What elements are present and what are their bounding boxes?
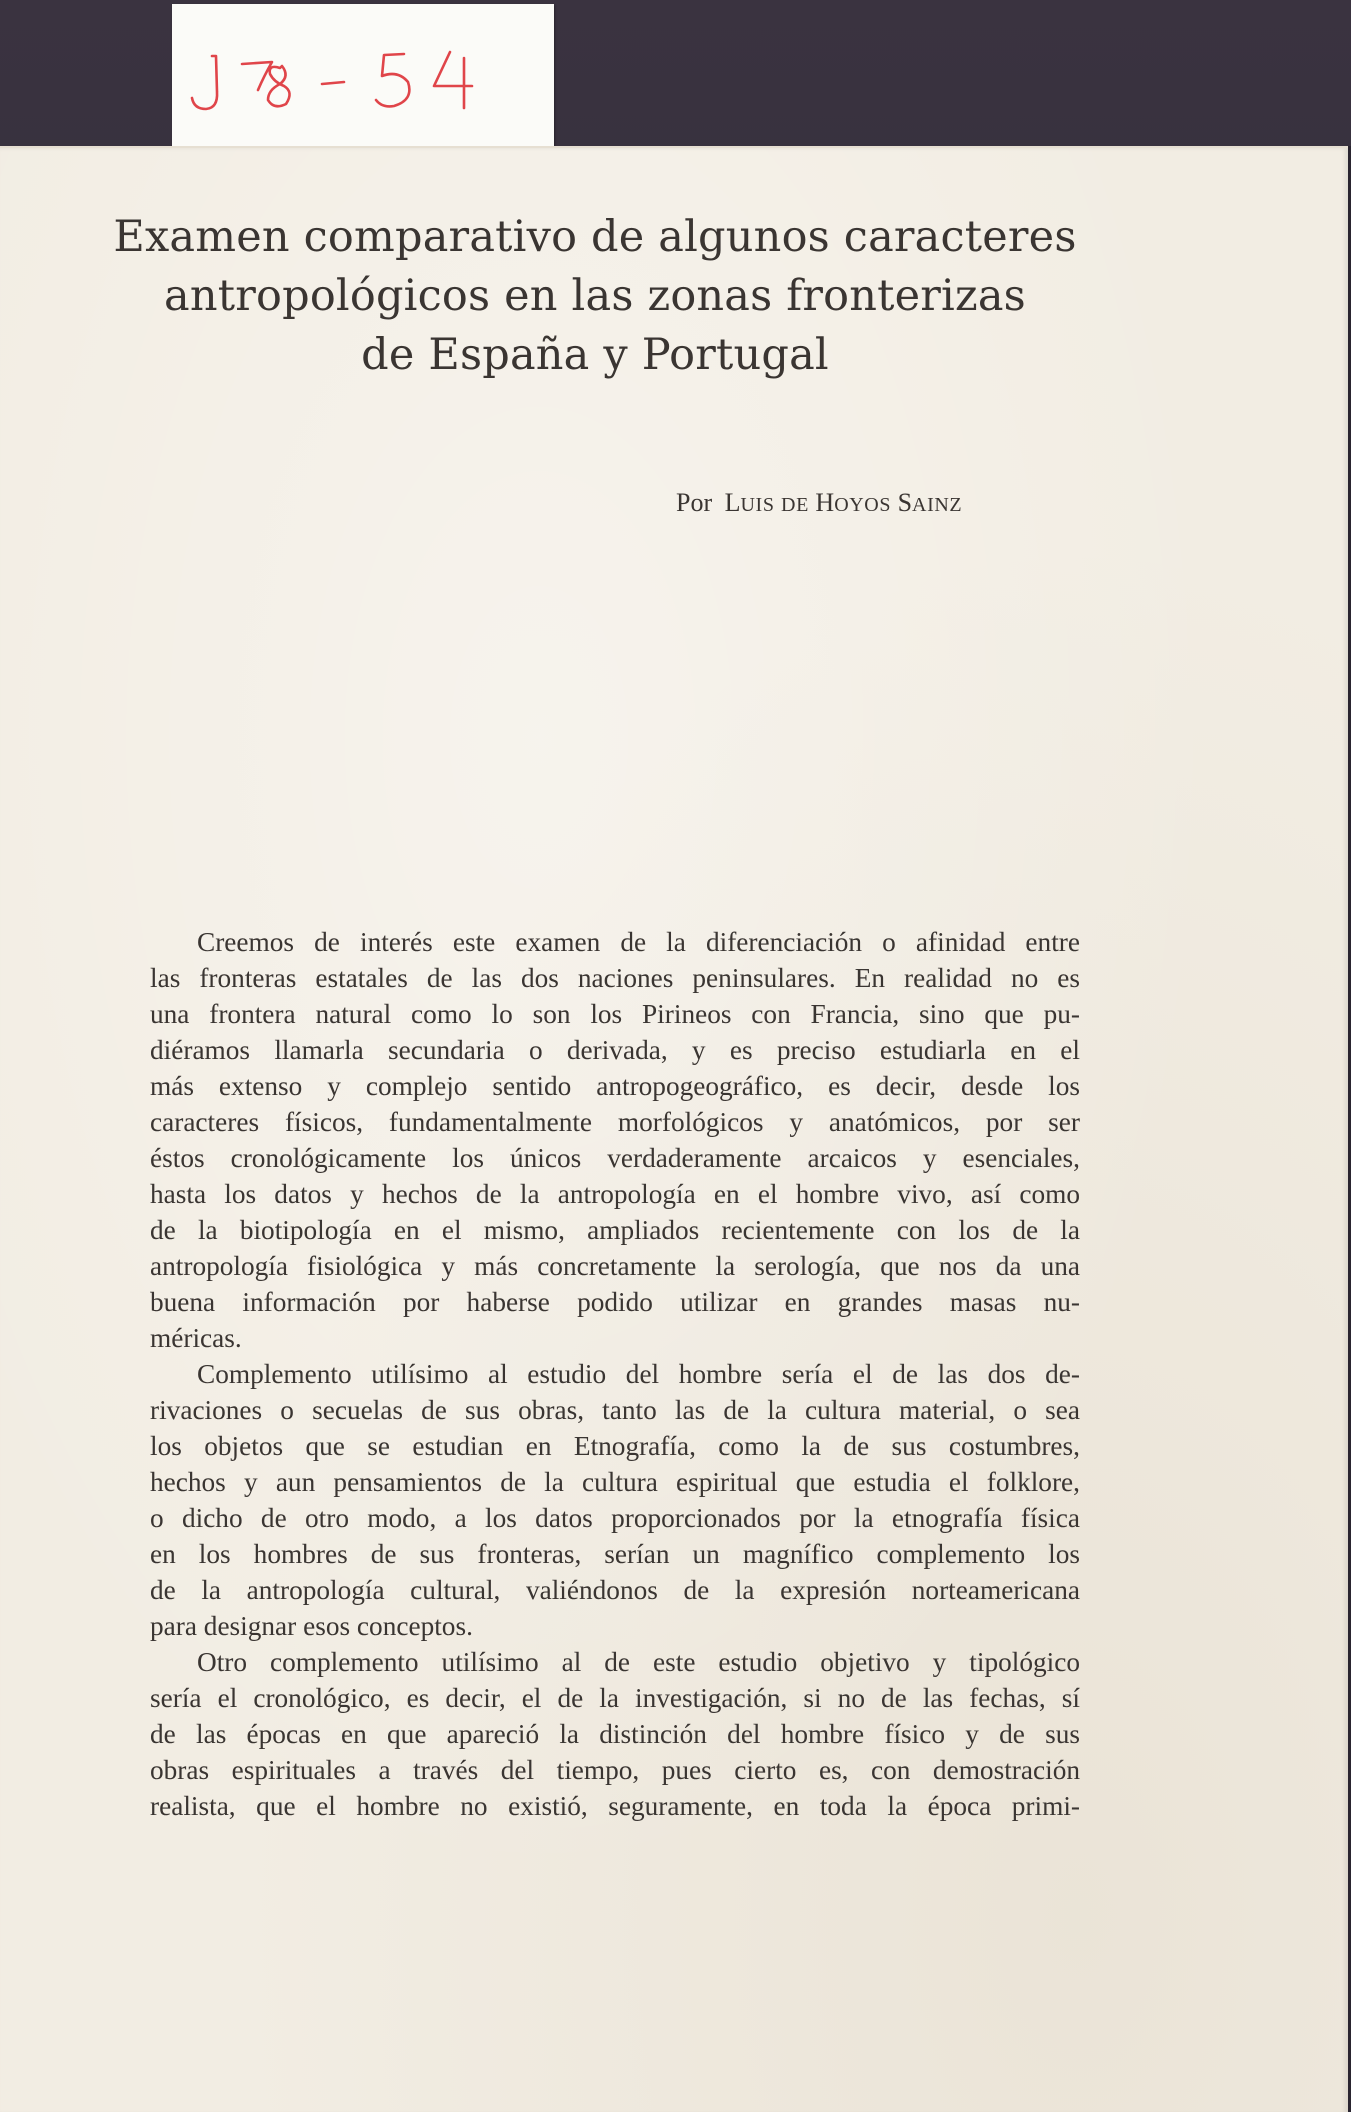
text-line: de las épocas en que apareció la distinción del hombre físico y de sus bbox=[150, 1719, 1080, 1749]
text-line: obras espirituales a través del tiempo, pues cierto es, con demostración bbox=[150, 1755, 1080, 1785]
text-line: hasta los datos y hechos de la antropología en el hombre vivo, así como bbox=[150, 1179, 1080, 1209]
text-line: de la biotipología en el mismo, ampliados recientemente con los de la bbox=[150, 1215, 1080, 1245]
text-line: o dicho de otro modo, a los datos proporcionados por la etnografía física bbox=[150, 1503, 1080, 1533]
handwritten-label-card bbox=[172, 4, 554, 154]
text-line: éstos cronológicamente los únicos verdaderamente arcaicos y esenciales, bbox=[150, 1143, 1080, 1173]
text-line: hechos y aun pensamientos de la cultura espiritual que estudia el folklore, bbox=[150, 1467, 1080, 1497]
byline-author: LUIS DE HOYOS SAINZ bbox=[724, 488, 963, 517]
article-body bbox=[150, 924, 1080, 1824]
text-line: los objetos que se estudian en Etnografía, como la de sus costumbres, bbox=[150, 1431, 1080, 1461]
text-line: caracteres físicos, fundamentalmente morfológicos y anatómicos, por ser bbox=[150, 1107, 1080, 1137]
text-line: buena información por haberse podido utilizar en grandes masas nu- bbox=[150, 1287, 1080, 1317]
text-line: méricas. bbox=[150, 1323, 242, 1353]
byline-prefix: Por bbox=[676, 488, 713, 517]
text-line: las fronteras estatales de las dos naciones peninsulares. En realidad no es bbox=[150, 963, 1080, 993]
byline bbox=[676, 488, 1036, 518]
text-line: realista, que el hombre no existió, seguramente, en toda la época primi- bbox=[150, 1791, 1080, 1821]
text-line: Otro complemento utilísimo al de este estudio objetivo y tipológico bbox=[197, 1647, 1080, 1677]
text-line: de la antropología cultural, valiéndonos de la expresión norteamericana bbox=[150, 1575, 1080, 1605]
text-line: en los hombres de sus fronteras, serían un magnífico complemento los bbox=[150, 1539, 1080, 1569]
text-line: Creemos de interés este examen de la diferenciación o afinidad entre bbox=[197, 927, 1080, 957]
text-line: más extenso y complejo sentido antropogeográfico, es decir, desde los bbox=[150, 1071, 1080, 1101]
text-line: sería el cronológico, es decir, el de la investigación, si no de las fechas, sí bbox=[150, 1683, 1080, 1713]
handwritten-label bbox=[172, 4, 554, 154]
title-line: antropológicos en las zonas fronterizas bbox=[164, 271, 1026, 321]
text-line: antropología fisiológica y más concretamente la serología, que nos da una bbox=[150, 1251, 1080, 1281]
text-line: diéramos llamarla secundaria o derivada, y es preciso estudiarla en el bbox=[150, 1035, 1080, 1065]
paragraph bbox=[150, 1644, 1080, 1824]
title-line: Examen comparativo de algunos caracteres bbox=[113, 212, 1077, 262]
paragraph bbox=[150, 1356, 1080, 1644]
paragraph bbox=[150, 924, 1080, 1356]
text-line: rivaciones o secuelas de sus obras, tanto las de la cultura material, o sea bbox=[150, 1395, 1080, 1425]
text-line: para designar esos conceptos. bbox=[150, 1611, 473, 1641]
text-line: Complemento utilísimo al estudio del hombre sería el de las dos de- bbox=[197, 1359, 1080, 1389]
article-title bbox=[110, 208, 1080, 385]
text-line: una frontera natural como lo son los Pirineos con Francia, sino que pu- bbox=[150, 999, 1080, 1029]
title-line: de España y Portugal bbox=[361, 330, 829, 380]
